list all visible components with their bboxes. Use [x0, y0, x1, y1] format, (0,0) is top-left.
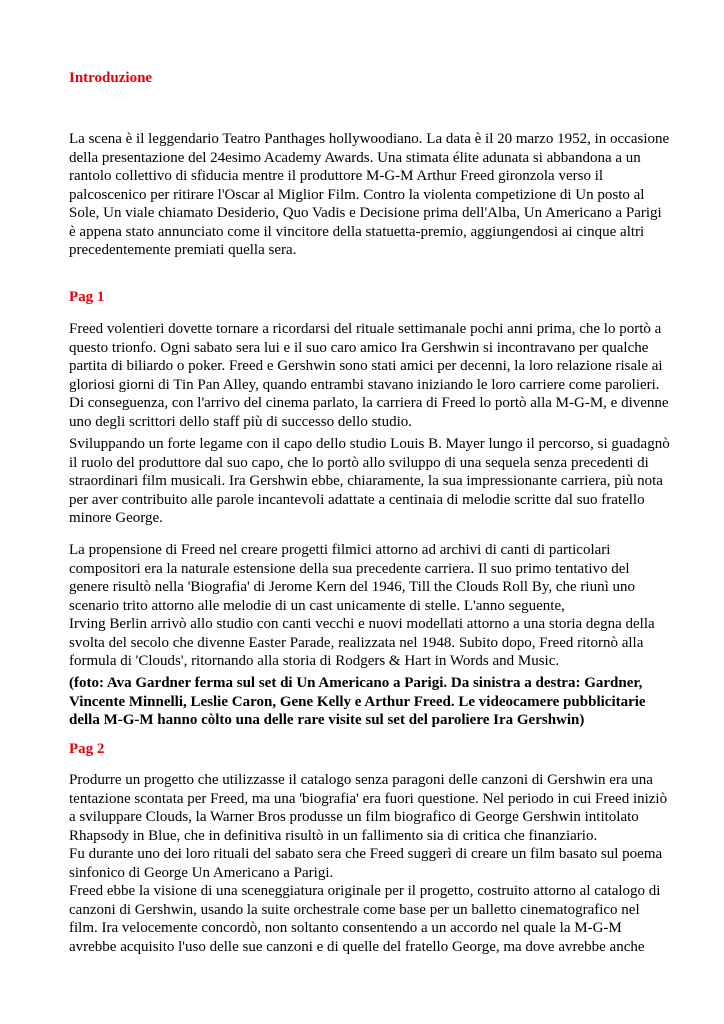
text-line: La scena è il leggendario Teatro Panthages hollywoodiano. La data è il 20 marzo 1952, in occasione: [69, 131, 670, 147]
caption-line: della M-G-M hanno còlto una delle rare visite sul set del paroliere Ira Gershwin): [69, 712, 585, 728]
text-line: avrebbe acquisito l'uso delle sue canzoni e di quelle del fratello George, ma dove avrebbe anche: [69, 938, 645, 955]
pag1-paragraph-1: [69, 320, 669, 431]
text-line: questo trionfo. Ogni sabato sera lui e il suo caro amico Ira Gershwin si incontravano per qualche: [69, 339, 649, 356]
text-line: uno degli scrittori dello staff più di successo dello studio.: [69, 413, 413, 430]
text-line: tentazione scontata per Freed, ma una 'biografia' era fuori questione. Nel periodo in cui Freed iniziò: [69, 790, 668, 807]
text-line: compositori era la naturale estensione della sua precedente carriera. Il suo primo tentativo del: [69, 560, 630, 577]
text-line: gloriosi giorni di Tin Pan Alley, quando entrambi stavano iniziando le loro carriere come parolieri.: [69, 376, 660, 393]
text-line: Freed volentieri dovette tornare a ricordarsi del rituale settimanale pochi anni prima, che lo portò a: [69, 321, 662, 337]
text-line: Produrre un progetto che utilizzasse il catalogo senza paragoni delle canzoni di Gershwin era una: [69, 772, 653, 788]
text-line: precedentemente premiati quella sera.: [69, 242, 297, 258]
text-line: Irving Berlin arrivò allo studio con canti vecchi e nuovi modellati attorno a una storia degna della: [69, 616, 655, 632]
text-line: genere risultò nella 'Biografia' di Jerome Kern del 1946, Till the Clouds Roll By, che riunì uno: [69, 579, 636, 595]
text-line: palcoscenico per ritirare l'Oscar al Miglior Film. Contro la violenta competizione di Un posto al: [69, 186, 645, 203]
text-line: straordinari film musicali. Ira Gershwin ebbe, chiaramente, la sua impressionante carriera, più nota: [69, 473, 663, 489]
text-line: scenario trito attorno alle melodie di un cast unicamente di stelle. L'anno seguente,: [69, 597, 565, 614]
text-line: è appena stato annunciato come il vincitore della statuetta-premio, aggiungendosi ai cinque altri: [69, 223, 645, 240]
text-line: a sviluppare Clouds, la Warner Bros produsse un film biografico di George Gershwin intitolato: [69, 809, 639, 825]
heading-pag-1: Pag 1: [69, 289, 105, 305]
pag1-paragraph-2: [69, 435, 670, 528]
text-line: Sviluppando un forte legame con il capo dello studio Louis B. Mayer lungo il percorso, si guadagnò: [69, 436, 670, 452]
heading-pag-2: Pag 2: [69, 741, 105, 757]
text-line: per aver contribuito alle parole incantevoli adattate a centinaia di melodie scritte dal suo fratello: [69, 491, 645, 508]
text-line: film. Ira velocemente concordò, non soltanto consentendo a un accordo nel quale la M-G-M: [69, 920, 622, 936]
photo-caption: [69, 674, 646, 730]
text-line: Freed ebbe la visione di una sceneggiatura originale per il progetto, costruito attorno al catalogo di: [69, 883, 661, 899]
text-line: sinfonico di George Un Americano a Parigi.: [69, 864, 334, 881]
text-line: della presentazione del 24esimo Academy Awards. Una stimata élite adunata si abbandona a un: [69, 149, 641, 166]
text-line: La propensione di Freed nel creare progetti filmici attorno ad archivi di canti di particolari: [69, 542, 611, 558]
text-line: svolta del secolo che divenne Easter Parade, realizzata nel 1948. Subito dopo, Freed ritornò alla: [69, 634, 644, 651]
pag2-paragraph: [69, 771, 667, 956]
pag1-paragraph-3: [69, 541, 655, 671]
heading-introduzione: Introduzione: [69, 70, 153, 86]
intro-paragraph: [69, 130, 669, 260]
caption-line: Vincente Minnelli, Leslie Caron, Gene Kelly e Arthur Freed. Le videocamere pubblicitarie: [69, 693, 646, 710]
text-line: partita di biliardo o poker. Freed e Gershwin sono stati amici per decenni, la loro relazione risale ai: [69, 358, 663, 374]
text-line: formula di 'Clouds', ritornando alla storia di Rodgers & Hart in Words and Music.: [69, 653, 560, 669]
text-line: Sole, Un viale chiamato Desiderio, Quo Vadis e Decisione prima dell'Alba, Un Americano a Parigi: [69, 205, 662, 221]
text-line: minore George.: [69, 510, 163, 526]
text-line: Fu durante uno dei loro rituali del sabato sera che Freed suggerì di creare un film basato sul poema: [69, 846, 663, 862]
text-line: rantolo collettivo di sfiducia mentre il produttore M-G-M Arthur Freed gironzola verso il: [69, 168, 604, 184]
caption-line: (foto: Ava Gardner ferma sul set di Un Americano a Parigi. Da sinistra a destra: Gardner,: [69, 675, 643, 691]
text-line: Di conseguenza, con l'arrivo del cinema parlato, la carriera di Freed lo portò alla M-G-M, e divenne: [69, 395, 669, 411]
text-line: il ruolo del produttore dal suo capo, che lo portò allo sviluppo di una sequela senza precedenti di: [69, 454, 649, 471]
text-line: canzoni di Gershwin, usando la suite orchestrale come base per un balletto cinematografico nel: [69, 901, 640, 918]
text-line: Rhapsody in Blue, che in definitiva risultò in un fallimento sia di critica che finanziario.: [69, 827, 598, 844]
